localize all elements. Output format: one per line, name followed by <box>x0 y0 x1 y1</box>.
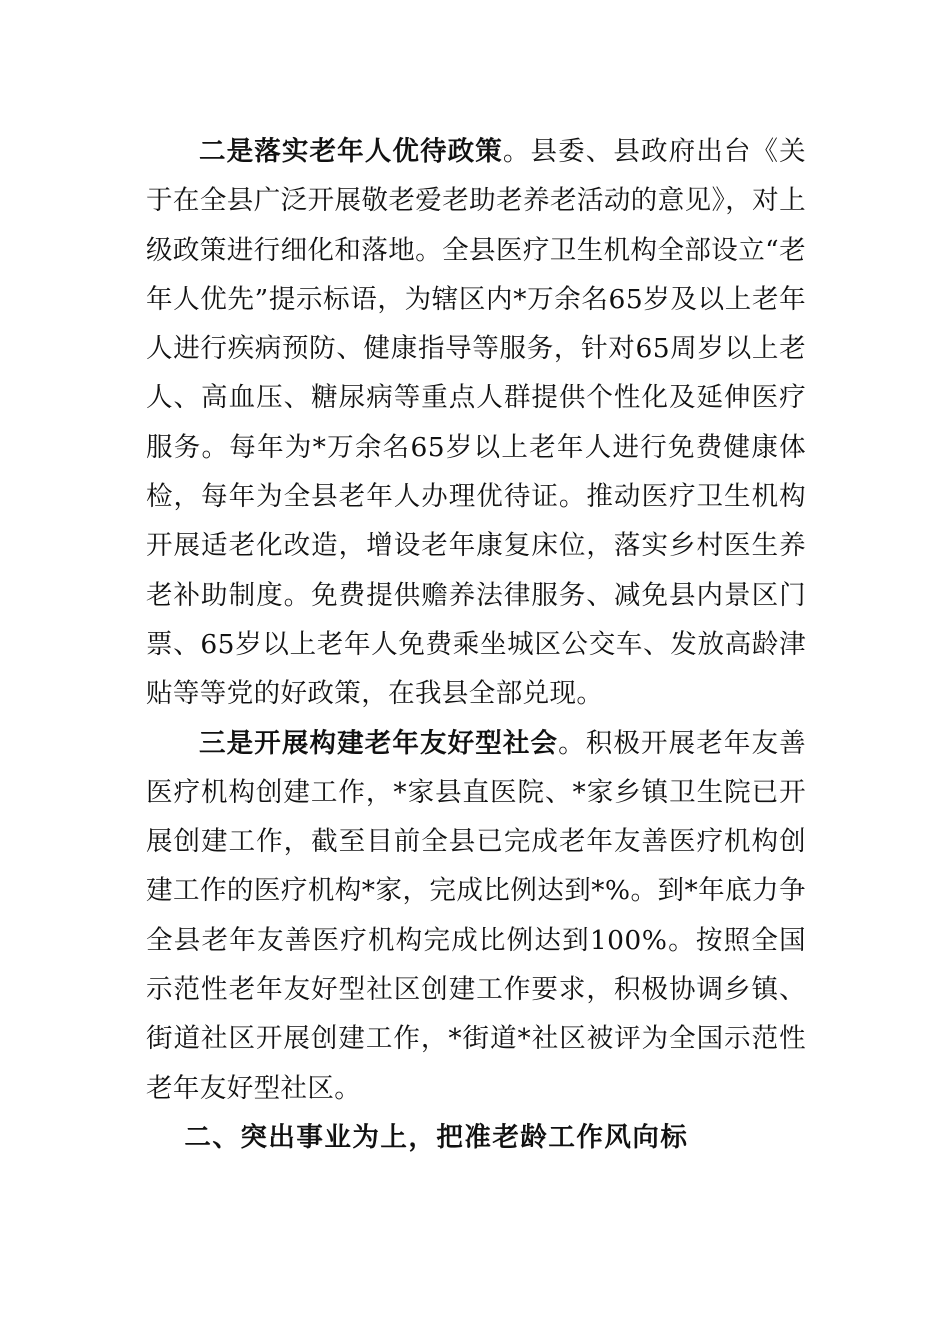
paragraph-preferential-policies <box>146 127 806 719</box>
document-body <box>146 127 806 1162</box>
section-heading: 二、突出事业为上，把准老龄工作风向标 <box>184 1121 689 1153</box>
paragraph-lead-bold: 二是落实老年人优待政策 <box>199 136 503 167</box>
paragraph-text: 。积极开展老年友善医疗机构创建工作，*家县直医院、*家乡镇卫生院已开展创建工作，截至目前全县已完成老年友善医疗机构创建工作的医疗机构*家，完成比例达到*%。到*年底力争全县老年友善医疗机构完成比例达到100%。按照全国示范性老年友好型社区创建工作要求，积极协调乡镇、街道社区开展创建工作，*街道*社区被评为全国示范性老年友好型社区。 <box>146 727 806 1104</box>
paragraph-text: 。县委、县政府出台《关于在全县广泛开展敬老爱老助老养老活动的意见》，对上级政策进行细化和落地。全县医疗卫生机构全部设立“老年人优先”提示标语，为辖区内*万余名65岁及以上老年人进行疾病预防、健康指导等服务，针对65周岁以上老人、高血压、糖尿病等重点人群提供个性化及延伸医疗服务。每年为*万余名65岁以上老年人进行免费健康体检，每年为全县老年人办理优待证。推动医疗卫生机构开展适老化改造，增设老年康复床位，落实乡村医生养老补助制度。免费提供赡养法律服务、减免县内景区门票、65岁以上老年人免费乘坐城区公交车、发放高龄津贴等等党的好政策，在我县全部兑现。 <box>146 136 806 710</box>
paragraph-lead-bold: 三是开展构建老年友好型社会 <box>199 727 559 759</box>
paragraph-age-friendly-society <box>146 719 806 1113</box>
